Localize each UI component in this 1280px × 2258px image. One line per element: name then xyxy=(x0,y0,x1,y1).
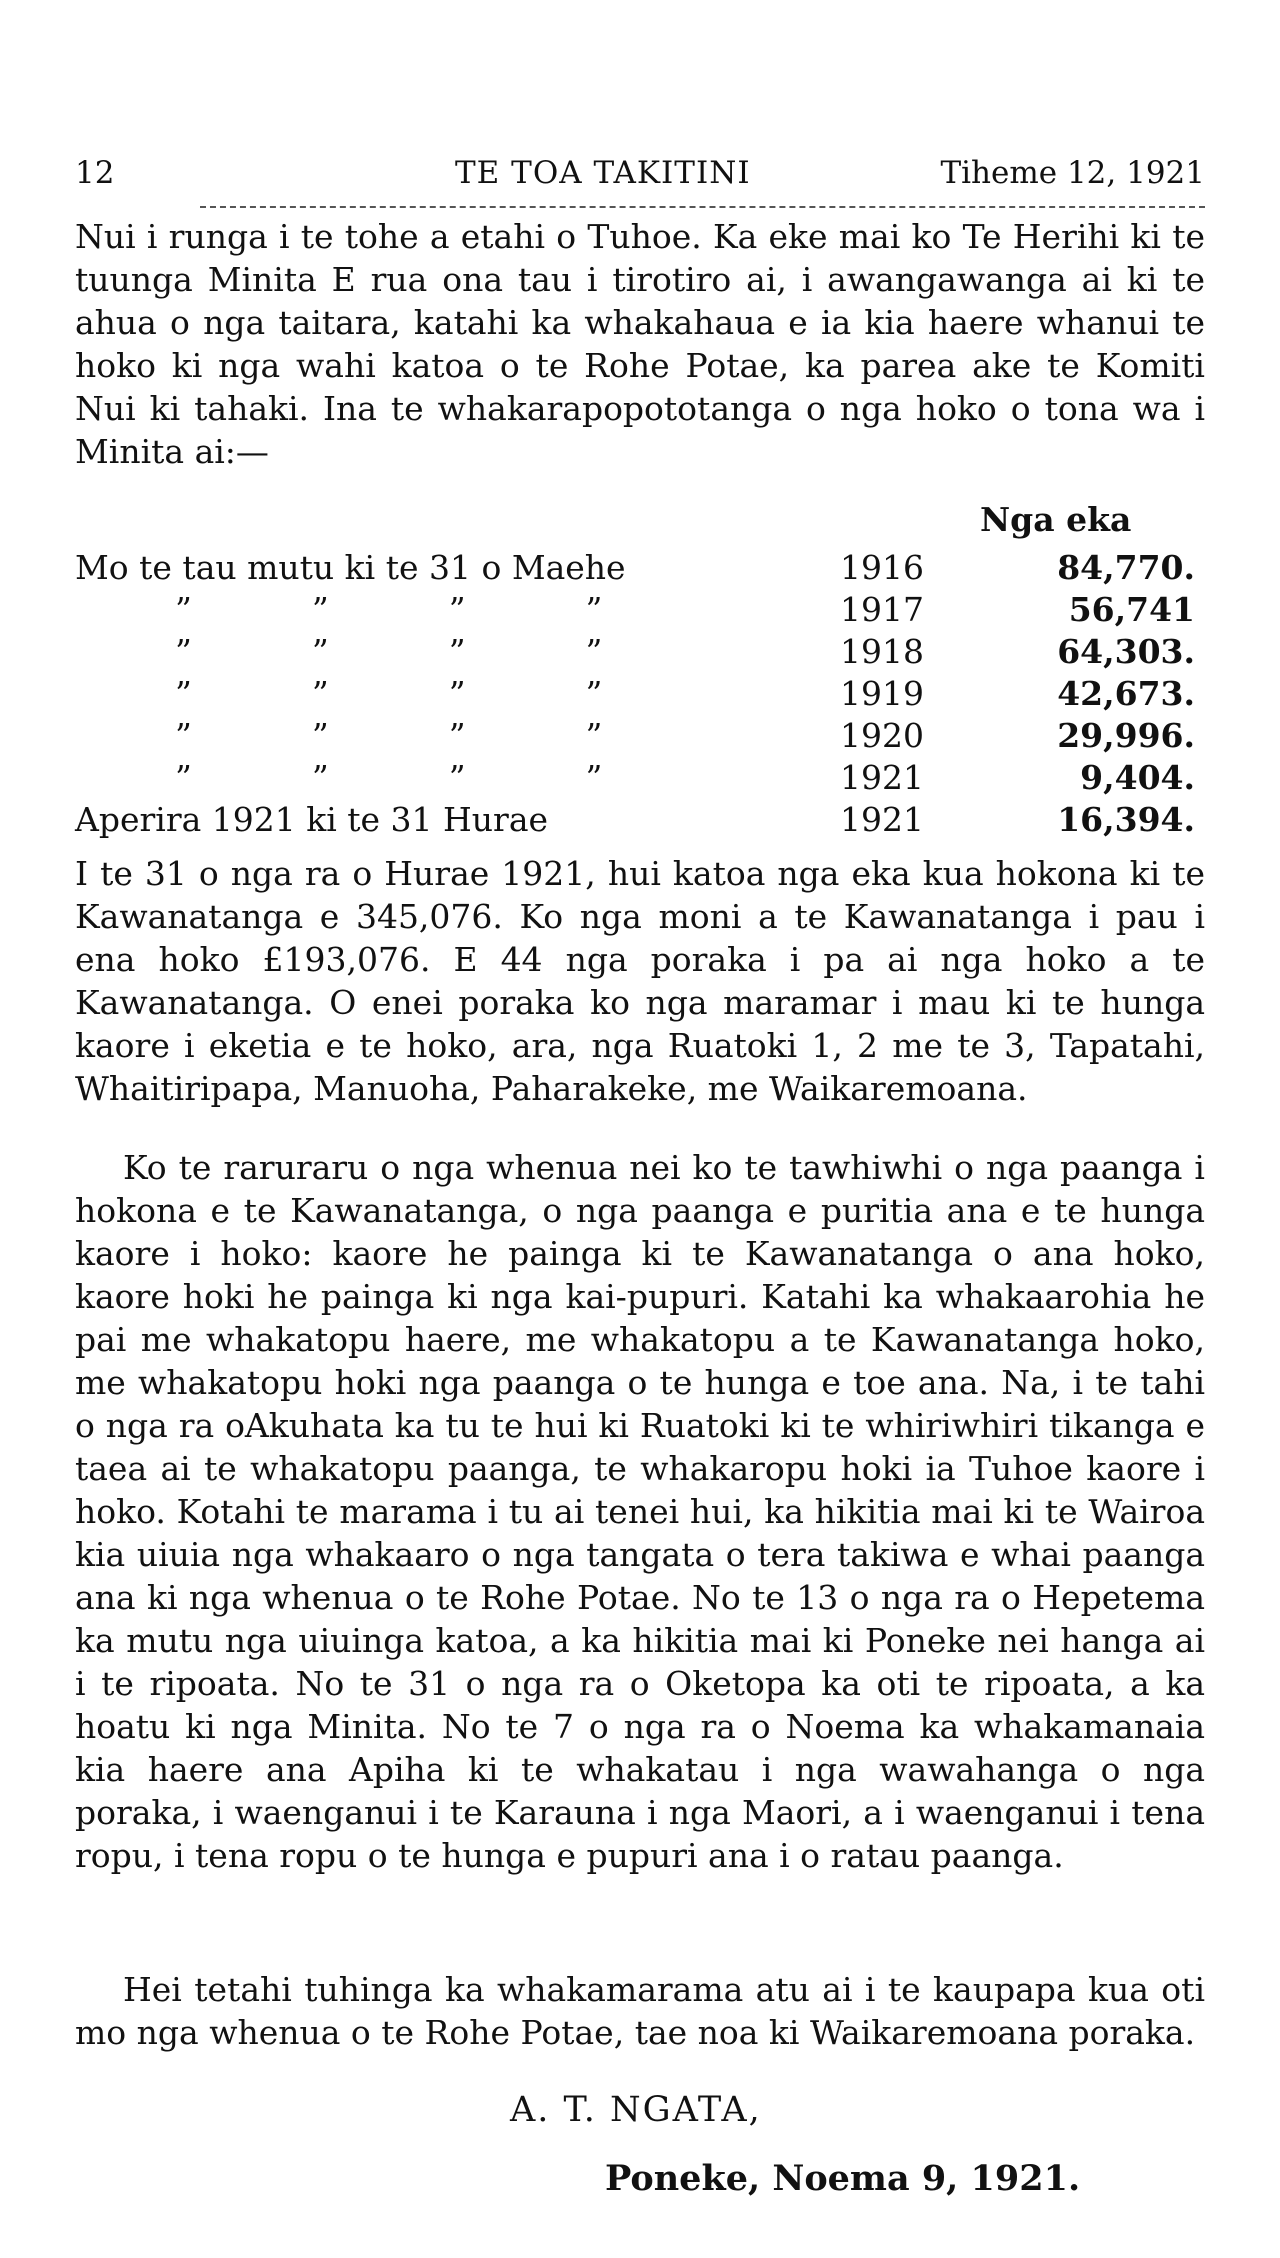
issue-date: Tiheme 12, 1921 xyxy=(940,155,1205,191)
table-row xyxy=(75,632,1205,676)
table-row xyxy=(75,758,1205,802)
row-year: 1921 xyxy=(840,758,924,797)
row-acres: 42,673. xyxy=(1057,674,1195,713)
row-year: 1916 xyxy=(840,548,924,587)
row-acres: 84,770. xyxy=(1057,548,1195,587)
row-label: ” ” ” ” xyxy=(175,758,603,797)
article-body-paragraph-1 xyxy=(75,215,1205,473)
row-label: ” ” ” ” xyxy=(175,590,603,629)
row-acres: 29,996. xyxy=(1057,716,1195,755)
paragraph-4-text: Hei tetahi tuhinga ka whakamarama atu ai i te kaupapa kua oti mo nga whenua o te Rohe Potae, tae noa ki Waikaremoana poraka. xyxy=(75,1970,1205,2052)
article-body-paragraph-4 xyxy=(75,1968,1205,2054)
row-year: 1920 xyxy=(840,716,924,755)
paragraph-3-text: Ko te raruraru o nga whenua nei ko te tawhiwhi o nga paanga i hokona e te Kawanatanga, o nga paanga e puritia ana e te hunga kaore i hoko: kaore he painga ki te Kawanatanga o ana hoko, kaore hoki he painga ki nga kai-pupuri. Katahi ka whakaarohia he pai me whakatopu haere, me whakatopu a te Kawanatanga hoko, me whakatopu hoki nga paanga o te hunga e toe ana. Na, i te tahi o nga ra oAkuhata ka tu te hui ki Ruatoki ki te whiriwhiri tikanga e taea ai te whakatopu paanga, te whakaropu hoki ia Tuhoe kaore i hoko. Kotahi te marama i tu ai tenei hui, ka hikitia mai ki te Wairoa kia uiuia nga whakaaro o nga tangata o tera takiwa e whai paanga ana ki nga whenua o te Rohe Potae. No te 13 o nga ra o Hepetema ka mutu nga uiuinga katoa, a ka hikitia mai ki Poneke nei hanga ai i te ripoata. No te 31 o nga ra o Oketopa ka oti te ripoata, a ka hoatu ki nga Minita. No te 7 o nga ra o Noema ka whakamanaia kia haere ana Apiha ki te whakatau i nga wawahanga o nga poraka, i waenganui i te Karauna i nga Maori, a i waenganui i tena ropu, i tena ropu o te hunga e pupuri ana i o ratau paanga. xyxy=(75,1148,1205,1875)
article-body-paragraph-2 xyxy=(75,852,1205,1110)
row-year: 1918 xyxy=(840,632,924,671)
publication-title: TE TOA TAKITINI xyxy=(455,155,751,191)
table-row xyxy=(75,590,1205,634)
row-year: 1919 xyxy=(840,674,924,713)
row-acres: 56,741 xyxy=(1068,590,1195,629)
article-body-paragraph-3 xyxy=(75,1146,1205,1877)
acres-column-header: Nga eka xyxy=(980,500,1132,539)
row-label: ” ” ” ” xyxy=(175,716,603,755)
page-header xyxy=(75,155,1205,199)
row-label: Mo te tau mutu ki te 31 o Maehe xyxy=(75,548,626,587)
row-acres: 64,303. xyxy=(1057,632,1195,671)
row-acres: 9,404. xyxy=(1080,758,1195,797)
header-rule xyxy=(200,206,1205,208)
paragraph-2-text: I te 31 o nga ra o Hurae 1921, hui katoa nga eka kua hokona ki te Kawanatanga e 345,076. Ko nga moni a te Kawanatanga i pau i ena hoko £193,076. E 44 nga poraka i pa ai nga hoko a te Kawanatanga. O enei poraka ko nga maramar i mau ki te hunga kaore i eketia e te hoko, ara, nga Ruatoki 1, 2 me te 3, Tapatahi, Whaitiripapa, Manuoha, Paharakeke, me Waikaremoana. xyxy=(75,854,1205,1108)
row-label: ” ” ” ” xyxy=(175,674,603,713)
row-year: 1917 xyxy=(840,590,924,629)
table-row xyxy=(75,674,1205,718)
row-label: Aperira 1921 ki te 31 Hurae xyxy=(75,800,549,839)
table-row xyxy=(75,716,1205,760)
row-label: ” ” ” ” xyxy=(175,632,603,671)
table-row xyxy=(75,548,1205,592)
table-row xyxy=(75,800,1205,844)
page-number: 12 xyxy=(75,155,115,191)
author-signature: A. T. NGATA, xyxy=(510,2090,762,2130)
place-and-date: Poneke, Noema 9, 1921. xyxy=(605,2158,1081,2199)
row-acres: 16,394. xyxy=(1057,800,1195,839)
row-year: 1921 xyxy=(840,800,924,839)
paragraph-1-text: Nui i runga i te tohe a etahi o Tuhoe. Ka eke mai ko Te Herihi ki te tuunga Minita E rua ona tau i tirotiro ai, i awangawanga ai ki te ahua o nga taitara, katahi ka whakahaua e ia kia haere whanui te hoko ki nga wahi katoa o te Rohe Potae, ka parea ake te Komiti Nui ki tahaki. Ina te whakarapopototanga o nga hoko o tona wa i Minita ai:— xyxy=(75,217,1205,471)
